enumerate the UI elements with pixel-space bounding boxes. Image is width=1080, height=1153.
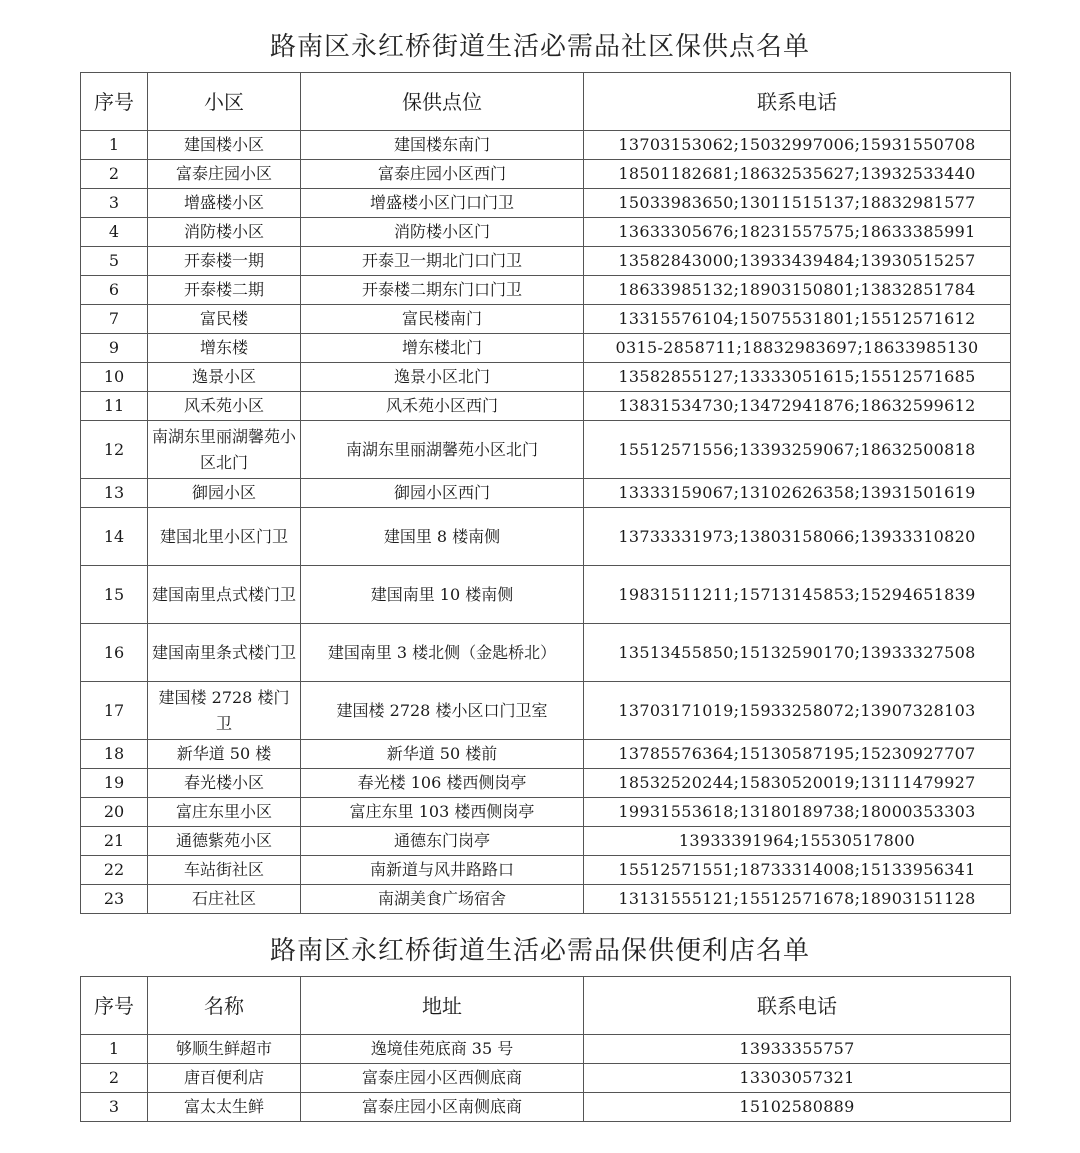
cell-index: 2 (81, 1064, 148, 1093)
table-row (81, 479, 1011, 508)
cell-name: 唐百便利店 (148, 1064, 301, 1093)
cell-name: 南湖东里丽湖馨苑小区北门 (148, 421, 301, 479)
cell-location: 富泰庄园小区西侧底商 (301, 1064, 584, 1093)
cell-name: 富太太生鲜 (148, 1093, 301, 1122)
header-index: 序号 (81, 73, 148, 131)
header-phone: 联系电话 (584, 977, 1011, 1035)
table-row (81, 798, 1011, 827)
cell-phone: 13315576104;15075531801;15512571612 (584, 305, 1011, 334)
cell-location: 建国南里 3 楼北侧（金匙桥北） (301, 624, 584, 682)
cell-index: 13 (81, 479, 148, 508)
table-row (81, 247, 1011, 276)
cell-name: 逸景小区 (148, 363, 301, 392)
cell-phone: 13933391964;15530517800 (584, 827, 1011, 856)
table-row (81, 508, 1011, 566)
cell-location: 建国南里 10 楼南侧 (301, 566, 584, 624)
table-row (81, 189, 1011, 218)
cell-index: 23 (81, 885, 148, 914)
cell-phone: 13785576364;15130587195;15230927707 (584, 740, 1011, 769)
cell-location: 富庄东里 103 楼西侧岗亭 (301, 798, 584, 827)
cell-phone: 15102580889 (584, 1093, 1011, 1122)
cell-index: 18 (81, 740, 148, 769)
cell-name: 建国楼 2728 楼门卫 (148, 682, 301, 740)
cell-index: 16 (81, 624, 148, 682)
table-row (81, 856, 1011, 885)
table-row (81, 421, 1011, 479)
cell-index: 17 (81, 682, 148, 740)
cell-phone: 13582843000;13933439484;13930515257 (584, 247, 1011, 276)
table-row (81, 363, 1011, 392)
cell-index: 1 (81, 1035, 148, 1064)
table-row (81, 160, 1011, 189)
cell-location: 南新道与风井路路口 (301, 856, 584, 885)
cell-index: 11 (81, 392, 148, 421)
cell-name: 消防楼小区 (148, 218, 301, 247)
cell-phone: 18532520244;15830520019;13111479927 (584, 769, 1011, 798)
cell-name: 石庄社区 (148, 885, 301, 914)
header-phone: 联系电话 (584, 73, 1011, 131)
cell-phone: 15033983650;13011515137;18832981577 (584, 189, 1011, 218)
table2-body (81, 1035, 1011, 1122)
table1-title: 路南区永红桥街道生活必需品社区保供点名单 (269, 32, 810, 62)
cell-index: 3 (81, 189, 148, 218)
cell-index: 2 (81, 160, 148, 189)
cell-phone: 13582855127;13333051615;15512571685 (584, 363, 1011, 392)
cell-name: 富泰庄园小区 (148, 160, 301, 189)
table-row (81, 1093, 1011, 1122)
cell-phone: 0315-2858711;18832983697;18633985130 (584, 334, 1011, 363)
cell-index: 7 (81, 305, 148, 334)
cell-index: 5 (81, 247, 148, 276)
cell-index: 21 (81, 827, 148, 856)
header-index: 序号 (81, 977, 148, 1035)
cell-location: 富民楼南门 (301, 305, 584, 334)
table-row (81, 218, 1011, 247)
cell-name: 开泰楼一期 (148, 247, 301, 276)
cell-location: 增盛楼小区门口门卫 (301, 189, 584, 218)
cell-index: 12 (81, 421, 148, 479)
cell-index: 19 (81, 769, 148, 798)
cell-phone: 13703171019;15933258072;13907328103 (584, 682, 1011, 740)
cell-name: 增盛楼小区 (148, 189, 301, 218)
cell-index: 14 (81, 508, 148, 566)
cell-phone: 13303057321 (584, 1064, 1011, 1093)
table-row (81, 1035, 1011, 1064)
cell-phone: 13733331973;13803158066;13933310820 (584, 508, 1011, 566)
header-supply-point: 保供点位 (301, 73, 584, 131)
cell-name: 富庄东里小区 (148, 798, 301, 827)
table-row (81, 827, 1011, 856)
cell-name: 建国南里点式楼门卫 (148, 566, 301, 624)
cell-index: 10 (81, 363, 148, 392)
cell-phone: 13131555121;15512571678;18903151128 (584, 885, 1011, 914)
cell-phone: 13703153062;15032997006;15931550708 (584, 131, 1011, 160)
cell-phone: 13831534730;13472941876;18632599612 (584, 392, 1011, 421)
cell-index: 1 (81, 131, 148, 160)
cell-phone: 18633985132;18903150801;13832851784 (584, 276, 1011, 305)
cell-location: 开泰卫一期北门口门卫 (301, 247, 584, 276)
table-row (81, 392, 1011, 421)
supply-points-table (80, 72, 1011, 914)
cell-index: 4 (81, 218, 148, 247)
cell-phone: 19931553618;13180189738;18000353303 (584, 798, 1011, 827)
cell-name: 春光楼小区 (148, 769, 301, 798)
cell-name: 富民楼 (148, 305, 301, 334)
header-community: 小区 (148, 73, 301, 131)
cell-phone: 15512571551;18733314008;15133956341 (584, 856, 1011, 885)
header-name: 名称 (148, 977, 301, 1035)
cell-index: 22 (81, 856, 148, 885)
cell-name: 新华道 50 楼 (148, 740, 301, 769)
table-row (81, 305, 1011, 334)
cell-location: 春光楼 106 楼西侧岗亭 (301, 769, 584, 798)
cell-name: 够顺生鲜超市 (148, 1035, 301, 1064)
cell-location: 富泰庄园小区西门 (301, 160, 584, 189)
cell-phone: 13933355757 (584, 1035, 1011, 1064)
cell-location: 增东楼北门 (301, 334, 584, 363)
table-row (81, 885, 1011, 914)
table-row (81, 276, 1011, 305)
cell-name: 建国北里小区门卫 (148, 508, 301, 566)
cell-index: 6 (81, 276, 148, 305)
table-row (81, 769, 1011, 798)
cell-location: 开泰楼二期东门口门卫 (301, 276, 584, 305)
cell-location: 建国里 8 楼南侧 (301, 508, 584, 566)
cell-name: 开泰楼二期 (148, 276, 301, 305)
table-row (81, 682, 1011, 740)
cell-name: 风禾苑小区 (148, 392, 301, 421)
table2-header-row (81, 977, 1011, 1035)
cell-location: 富泰庄园小区南侧底商 (301, 1093, 584, 1122)
cell-location: 南湖东里丽湖馨苑小区北门 (301, 421, 584, 479)
cell-location: 逸景小区北门 (301, 363, 584, 392)
cell-name: 增东楼 (148, 334, 301, 363)
cell-location: 建国楼 2728 楼小区口门卫室 (301, 682, 584, 740)
cell-phone: 18501182681;18632535627;13932533440 (584, 160, 1011, 189)
cell-location: 建国楼东南门 (301, 131, 584, 160)
cell-index: 9 (81, 334, 148, 363)
table-row (81, 566, 1011, 624)
cell-location: 通德东门岗亭 (301, 827, 584, 856)
cell-location: 消防楼小区门 (301, 218, 584, 247)
cell-name: 车站街社区 (148, 856, 301, 885)
cell-location: 风禾苑小区西门 (301, 392, 584, 421)
table-row (81, 131, 1011, 160)
table2-title: 路南区永红桥街道生活必需品保供便利店名单 (269, 936, 810, 966)
cell-name: 御园小区 (148, 479, 301, 508)
cell-location: 南湖美食广场宿舍 (301, 885, 584, 914)
cell-location: 逸境佳苑底商 35 号 (301, 1035, 584, 1064)
table1-header-row (81, 73, 1011, 131)
cell-phone: 19831511211;15713145853;15294651839 (584, 566, 1011, 624)
cell-location: 御园小区西门 (301, 479, 584, 508)
table-row (81, 624, 1011, 682)
header-address: 地址 (301, 977, 584, 1035)
cell-index: 20 (81, 798, 148, 827)
table-row (81, 740, 1011, 769)
table-row (81, 1064, 1011, 1093)
cell-phone: 13513455850;15132590170;13933327508 (584, 624, 1011, 682)
cell-phone: 13333159067;13102626358;13931501619 (584, 479, 1011, 508)
cell-name: 建国楼小区 (148, 131, 301, 160)
convenience-stores-table (80, 976, 1011, 1122)
cell-index: 3 (81, 1093, 148, 1122)
cell-index: 15 (81, 566, 148, 624)
cell-phone: 15512571556;13393259067;18632500818 (584, 421, 1011, 479)
table1-body (81, 131, 1011, 914)
cell-phone: 13633305676;18231557575;18633385991 (584, 218, 1011, 247)
cell-name: 建国南里条式楼门卫 (148, 624, 301, 682)
table-row (81, 334, 1011, 363)
cell-location: 新华道 50 楼前 (301, 740, 584, 769)
cell-name: 通德紫苑小区 (148, 827, 301, 856)
